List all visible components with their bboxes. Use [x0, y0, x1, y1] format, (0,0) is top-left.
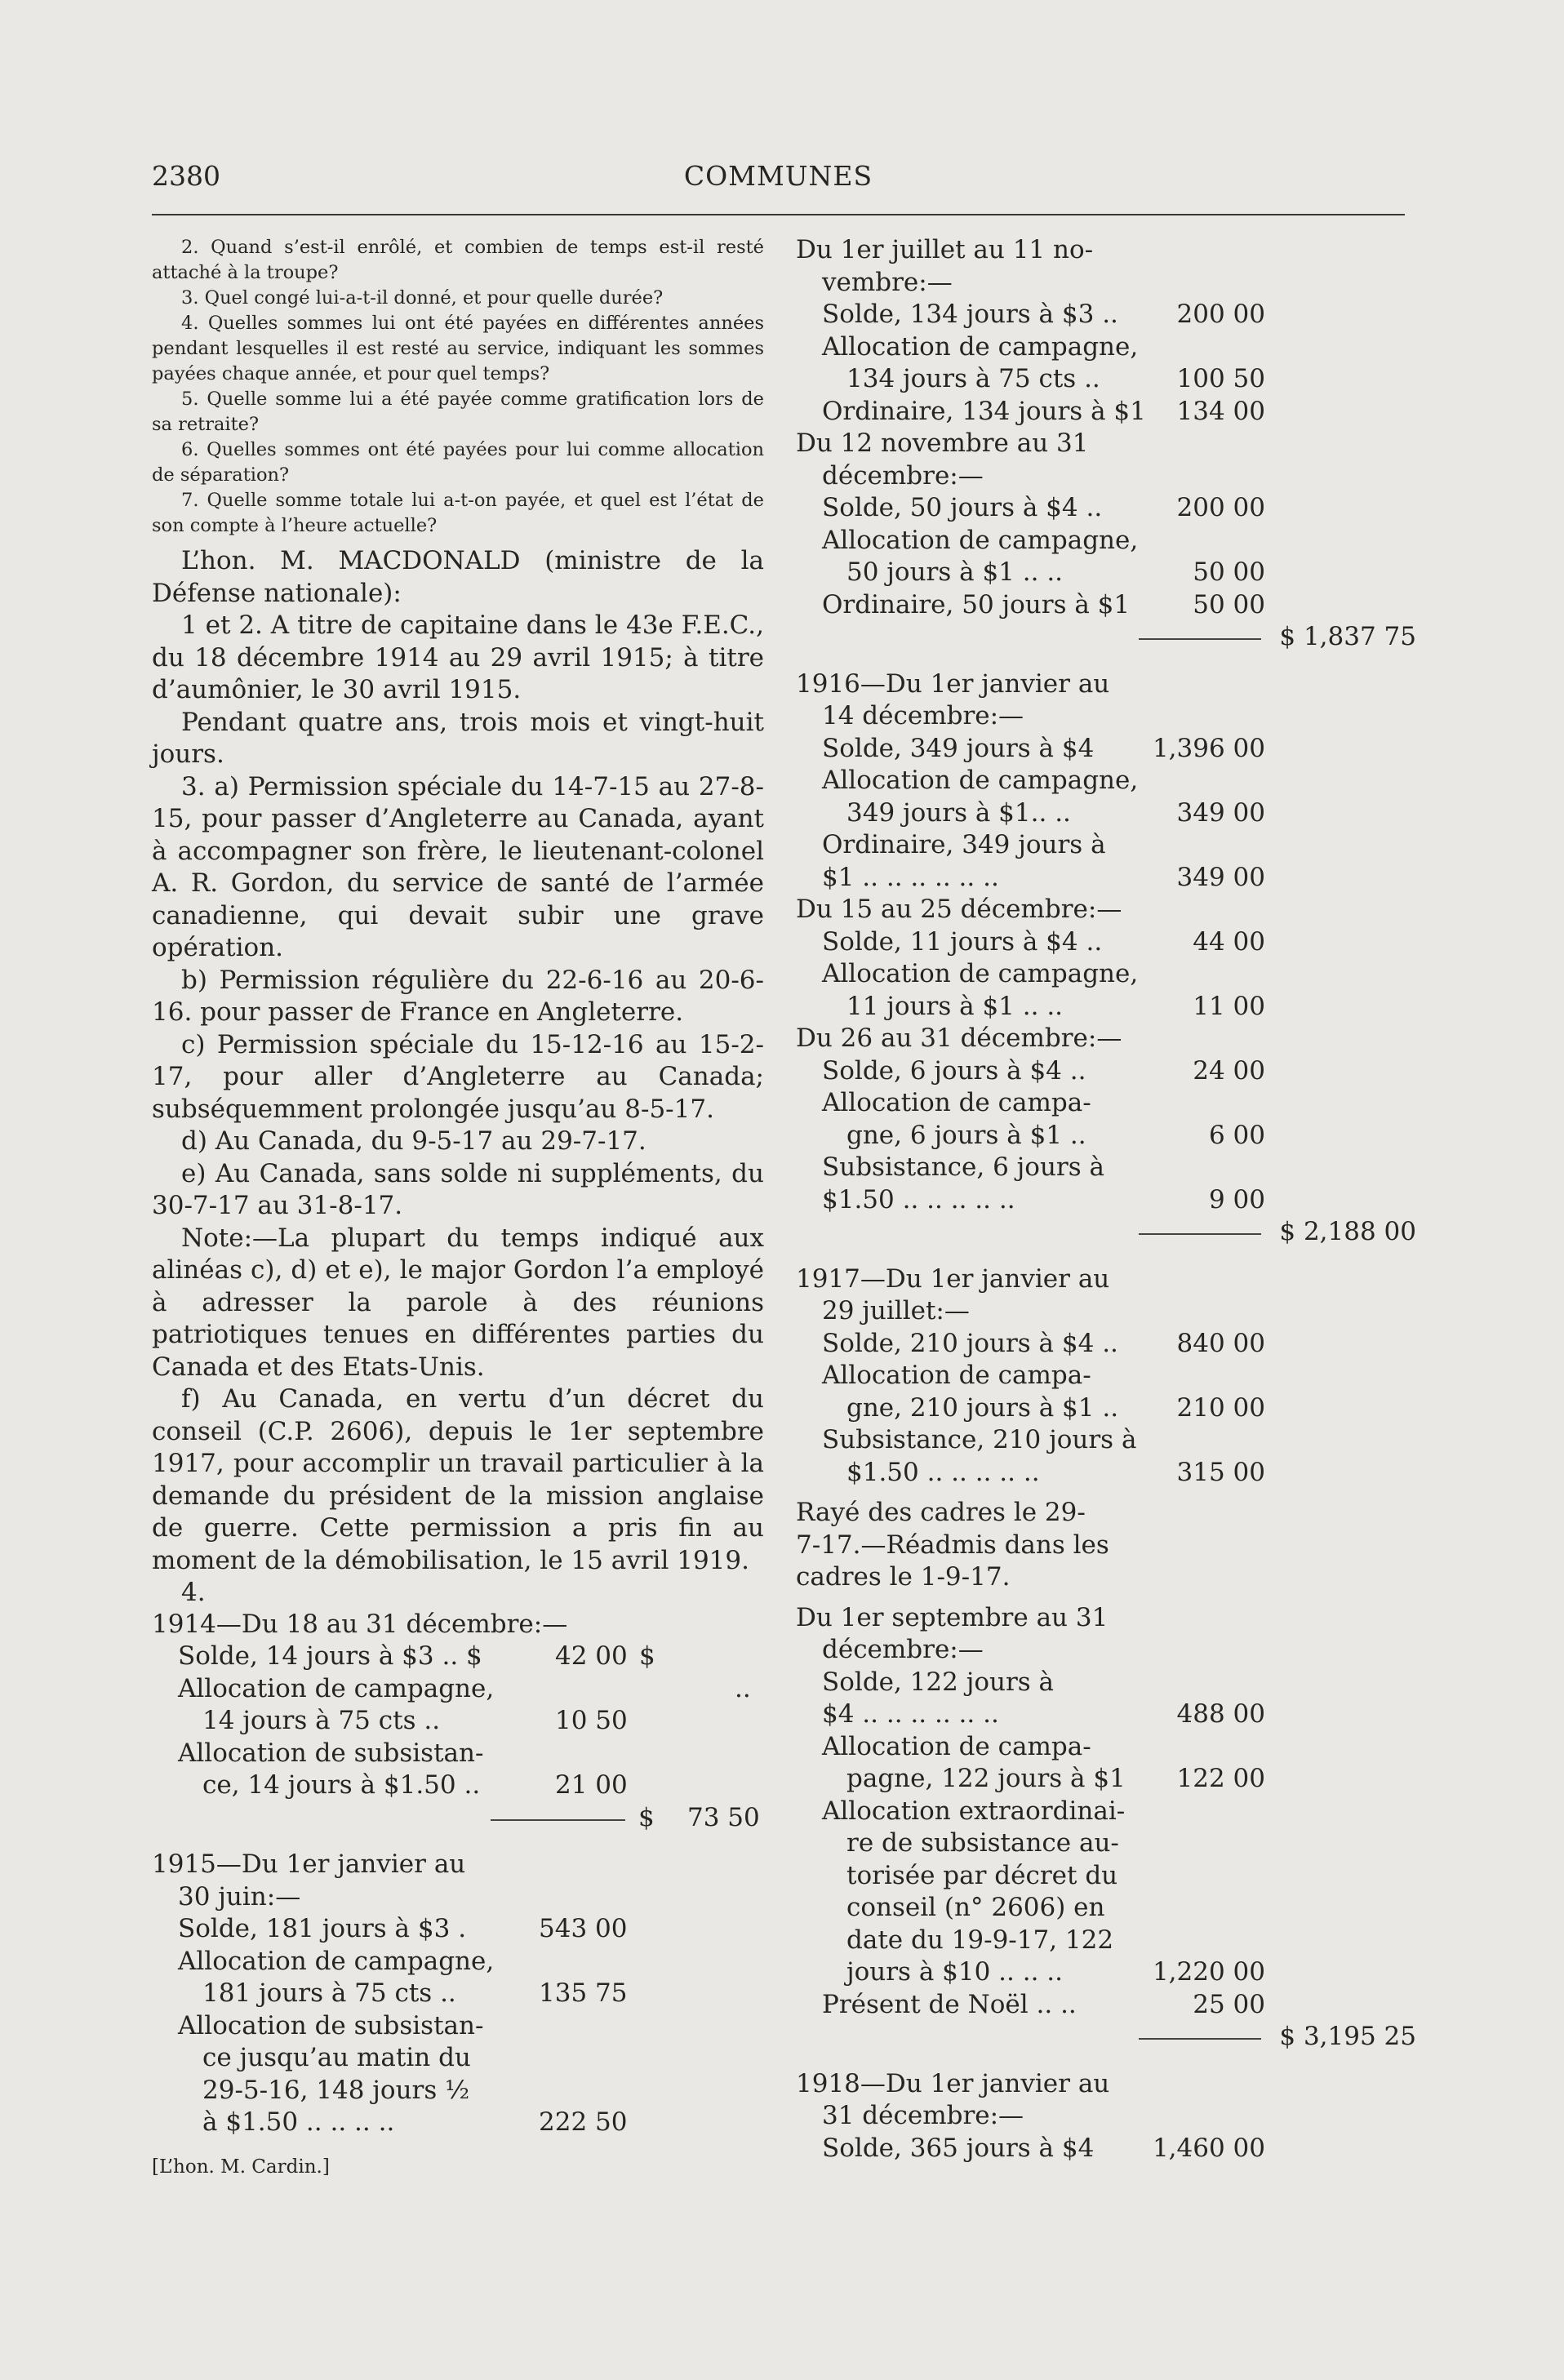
account-amount: 315 00: [1176, 1457, 1265, 1487]
account-amount: 543 00: [539, 1914, 628, 1943]
account-line: Solde, 181 jours à $3 .: [178, 1914, 467, 1943]
subtotal-rule: [1139, 638, 1261, 640]
left-column: [152, 235, 764, 2178]
page-header: [152, 160, 1405, 198]
question-item: 4. Quelles sommes lui ont été payées en différentes années pendant lesquelles il est resté au service, indiquant les sommes payées chaque année, et pour quel temps?: [152, 313, 764, 384]
questions-block: [152, 235, 764, 539]
account-line: Subsistance, 6 jours à: [822, 1152, 1104, 1182]
account-total: 73 50: [687, 1802, 760, 1832]
question-item: 5. Quelle somme lui a été payée comme gratification lors de sa retraite?: [152, 389, 764, 435]
account-amount: 349 00: [1176, 862, 1265, 892]
account-amount: 210 00: [1176, 1392, 1265, 1423]
account-1917: [796, 1264, 1416, 1490]
note-line: Rayé des cadres le 29-: [796, 1498, 1086, 1527]
account-line: Allocation de subsistan-: [178, 2010, 484, 2040]
account-line: 50 jours à $1 .. ..: [846, 557, 1064, 587]
account-line: gne, 6 jours à $1 ..: [846, 1120, 1086, 1150]
account-amount: 1,460 00: [1152, 2133, 1265, 2163]
account-nov-dec-1915: [796, 428, 1416, 655]
account-line: 29-5-16, 148 jours ½: [202, 2075, 470, 2105]
right-column: [796, 235, 1416, 2165]
account-1916: [796, 669, 1416, 895]
account-heading: 1916—Du 1er janvier au: [796, 668, 1110, 699]
account-line: Allocation de campagne,: [822, 331, 1139, 362]
note-line: 7-17.—Réadmis dans les: [796, 1530, 1109, 1560]
account-total: $ 2,188 00: [1279, 1217, 1416, 1246]
header-rule: [152, 214, 1405, 215]
account-amount: 50 00: [1193, 589, 1265, 619]
note-line: cadres le 1-9-17.: [796, 1562, 1011, 1592]
footer-note: [L’hon. M. Cardin.]: [152, 2156, 330, 2178]
account-amount: 42 00: [555, 1641, 628, 1671]
account-amount: 44 00: [1193, 926, 1265, 957]
account-dec26-31-1916: [796, 1023, 1416, 1250]
leader-dots: ..: [735, 1673, 751, 1703]
account-heading: 1918—Du 1er janvier au: [796, 2068, 1110, 2098]
account-line: Solde, 11 jours à $4 ..: [822, 926, 1103, 957]
account-heading: 14 décembre:—: [822, 701, 1024, 730]
page-title: COMMUNES: [683, 160, 873, 192]
account-line: 14 jours à 75 cts ..: [202, 1706, 441, 1735]
account-line: à $1.50 .. .. .. ..: [202, 2107, 395, 2137]
account-line: 349 jours à $1.. ..: [846, 797, 1071, 828]
answer-note: Note:—La plupart du temps indiqué aux alinéas c), d) et e), le major Gordon l’a employé à adresser la parole à des réunions patriotiques tenues en différentes parties du Canada et des Etats-Unis.: [152, 1223, 764, 1382]
account-line: Allocation de campa-: [822, 1731, 1091, 1761]
question-item: 7. Quelle somme totale lui a-t-on payée, et quel est l’état de son compte à l’heure actuelle?: [152, 490, 764, 536]
account-line: pagne, 122 jours à $1: [846, 1764, 1126, 1793]
account-amount: 222 50: [539, 2107, 628, 2137]
question-item: 3. Quel congé lui-a-t-il donné, et pour quelle durée?: [181, 287, 664, 309]
account-line: Allocation de campagne,: [822, 766, 1139, 795]
answer-block: [152, 545, 764, 1610]
account-line: Allocation extraordinai-: [822, 1796, 1126, 1826]
answer-paragraph: Pendant quatre ans, trois mois et vingt-huit jours.: [152, 707, 764, 769]
account-line: Ordinaire, 134 jours à $1: [822, 396, 1146, 426]
account-amount: 349 00: [1176, 797, 1265, 828]
answer-speaker: L’hon. M. MACDONALD (ministre de la Défense nationale):: [152, 546, 764, 608]
subtotal-rule: [1139, 1233, 1261, 1235]
subtotal-rule: [491, 1819, 625, 1821]
account-amount: 1,220 00: [1152, 1957, 1265, 1987]
account-total: $ 3,195 25: [1279, 2022, 1416, 2051]
question-item: 6. Quelles sommes ont été payées pour lui comme allocation de séparation?: [152, 439, 764, 486]
account-line: Allocation de campagne,: [822, 525, 1139, 555]
account-line: Allocation de campagne,: [178, 1673, 495, 1703]
account-amount: 135 75: [539, 1978, 628, 2008]
answer-paragraph: c) Permission spéciale du 15-12-16 au 15-2-17, pour aller d’Angleterre au Canada; subséquemment prolongée jusqu’au 8-5-17.: [152, 1029, 764, 1124]
account-heading: Du 15 au 25 décembre:—: [796, 895, 1122, 924]
answer-paragraph: d) Au Canada, du 9-5-17 au 29-7-17.: [181, 1126, 646, 1156]
account-heading: vembre:—: [822, 267, 953, 297]
account-amount: 134 00: [1176, 396, 1265, 426]
account-line: torisée par décret du: [846, 1860, 1118, 1890]
account-amount: 24 00: [1193, 1055, 1265, 1086]
account-line: gne, 210 jours à $1 ..: [846, 1392, 1119, 1423]
page-number: 2380: [152, 160, 220, 192]
account-line: Présent de Noël .. ..: [822, 1989, 1077, 2019]
account-line: $1 .. .. .. .. .. ..: [822, 862, 999, 892]
account-amount: 10 50: [555, 1706, 628, 1735]
account-line: Allocation de campa-: [822, 1361, 1091, 1390]
account-amount: 11 00: [1193, 991, 1265, 1021]
account-amount: 100 50: [1176, 364, 1265, 393]
account-line: Solde, 14 jours à $3 .. $: [178, 1641, 482, 1671]
account-line: Solde, 134 jours à $3 ..: [822, 300, 1118, 329]
account-line: re de subsistance au-: [846, 1828, 1119, 1858]
account-jul-nov-1915: [796, 235, 1416, 428]
account-line: 181 jours à 75 cts ..: [202, 1978, 456, 2008]
account-line: $1.50 .. .. .. .. ..: [846, 1457, 1040, 1487]
account-amount: 840 00: [1176, 1328, 1265, 1358]
account-total: $ 1,837 75: [1279, 622, 1416, 651]
account-line: Allocation de campagne,: [178, 1946, 495, 1976]
account-1918: [796, 2069, 1416, 2166]
account-1914: [152, 1610, 764, 1836]
subtotal-rule: [1139, 2038, 1261, 2040]
account-heading: 1917—Du 1er janvier au: [796, 1263, 1110, 1294]
account-line: Ordinaire, 50 jours à $1: [822, 589, 1131, 619]
account-line: Solde, 50 jours à $4 ..: [822, 493, 1103, 522]
account-line: conseil (n° 2606) en: [846, 1893, 1105, 1922]
account-line: Solde, 210 jours à $4 ..: [822, 1328, 1118, 1358]
account-line: Ordinaire, 349 jours à: [822, 830, 1106, 859]
struck-off-note: [796, 1498, 1416, 1595]
dollar-sign: $: [639, 1641, 655, 1671]
account-line: Allocation de campagne,: [822, 959, 1139, 988]
account-amount: 200 00: [1176, 300, 1265, 329]
account-heading: 29 juillet:—: [822, 1296, 970, 1325]
account-line: Allocation de subsistan-: [178, 1738, 484, 1768]
account-heading: 30 juin:—: [178, 1881, 301, 1912]
account-line: $1.50 .. .. .. .. ..: [822, 1184, 1015, 1214]
account-amount: 6 00: [1208, 1120, 1265, 1150]
account-line: Solde, 122 jours à: [822, 1667, 1055, 1697]
account-heading: Du 26 au 31 décembre:—: [796, 1023, 1122, 1053]
answer-paragraph: b) Permission régulière du 22-6-16 au 20-6-16. pour passer de France en Angleterre.: [152, 965, 764, 1027]
account-line: 134 jours à 75 cts ..: [846, 364, 1100, 393]
answer-paragraph: 4.: [181, 1578, 206, 1607]
question-item: 2. Quand s’est-il enrôlé, et combien de temps est-il resté attaché à la troupe?: [152, 237, 764, 283]
account-line: 11 jours à $1 .. ..: [846, 991, 1064, 1021]
account-amount: 9 00: [1208, 1184, 1265, 1214]
dollar-sign: $: [638, 1802, 655, 1832]
account-heading: décembre:—: [822, 1635, 984, 1664]
account-heading: 31 décembre:—: [822, 2101, 1024, 2130]
account-line: date du 19-9-17, 122: [846, 1925, 1114, 1955]
account-heading: 1915—Du 1er janvier au: [152, 1849, 466, 1879]
account-heading: Du 12 novembre au 31: [796, 428, 1089, 458]
account-amount: 21 00: [555, 1770, 628, 1800]
answer-paragraph: f) Au Canada, en vertu d’un décret du conseil (C.P. 2606), depuis le 1er septembre 1917, pour accomplir un travail particulier à la demande du président de la mission anglaise de guerre. Cette permission a pris fin au moment de la démobilisation, le 15 avril 1919.: [152, 1384, 764, 1575]
account-amount: 25 00: [1193, 1989, 1265, 2019]
answer-paragraph: e) Au Canada, sans solde ni suppléments, du 30-7-17 au 31-8-17.: [152, 1158, 764, 1220]
account-sep-dec-1917: [796, 1603, 1416, 2054]
account-heading: Du 1er septembre au 31: [796, 1602, 1109, 1632]
account-line: Solde, 365 jours à $4: [822, 2133, 1095, 2163]
account-1915: [152, 1849, 764, 2140]
account-heading: décembre:—: [822, 460, 984, 491]
answer-paragraph: 3. a) Permission spéciale du 14-7-15 au 27-8-15, pour passer d’Angleterre au Canada, ayant à accompagner son frère, le lieutenant-colonel A. R. Gordon, du service de santé de l’armée canadienne, qui devait subir une grave opération.: [152, 771, 764, 962]
account-heading: Du 1er juillet au 11 no-: [796, 235, 1094, 264]
account-heading: 1914—Du 18 au 31 décembre:—: [152, 1609, 568, 1639]
account-line: Subsistance, 210 jours à: [822, 1425, 1137, 1454]
account-amount: 488 00: [1176, 1699, 1265, 1729]
account-amount: 1,396 00: [1152, 733, 1265, 763]
account-line: Solde, 349 jours à $4: [822, 733, 1095, 763]
account-amount: 200 00: [1176, 493, 1265, 522]
account-line: ce, 14 jours à $1.50 ..: [202, 1770, 481, 1800]
account-line: Allocation de campa-: [822, 1088, 1091, 1117]
account-line: jours à $10 .. .. ..: [846, 1957, 1064, 1987]
answer-paragraph: 1 et 2. A titre de capitaine dans le 43e F.E.C., du 18 décembre 1914 au 29 avril 1915; à titre d’aumônier, le 30 avril 1915.: [152, 611, 764, 704]
account-line: $4 .. .. .. .. .. ..: [822, 1699, 999, 1729]
account-amount: 122 00: [1176, 1764, 1265, 1793]
account-line: Solde, 6 jours à $4 ..: [822, 1055, 1086, 1086]
account-amount: 50 00: [1193, 557, 1265, 587]
account-dec15-25-1916: [796, 895, 1416, 1023]
account-line: ce jusqu’au matin du: [202, 2043, 471, 2072]
